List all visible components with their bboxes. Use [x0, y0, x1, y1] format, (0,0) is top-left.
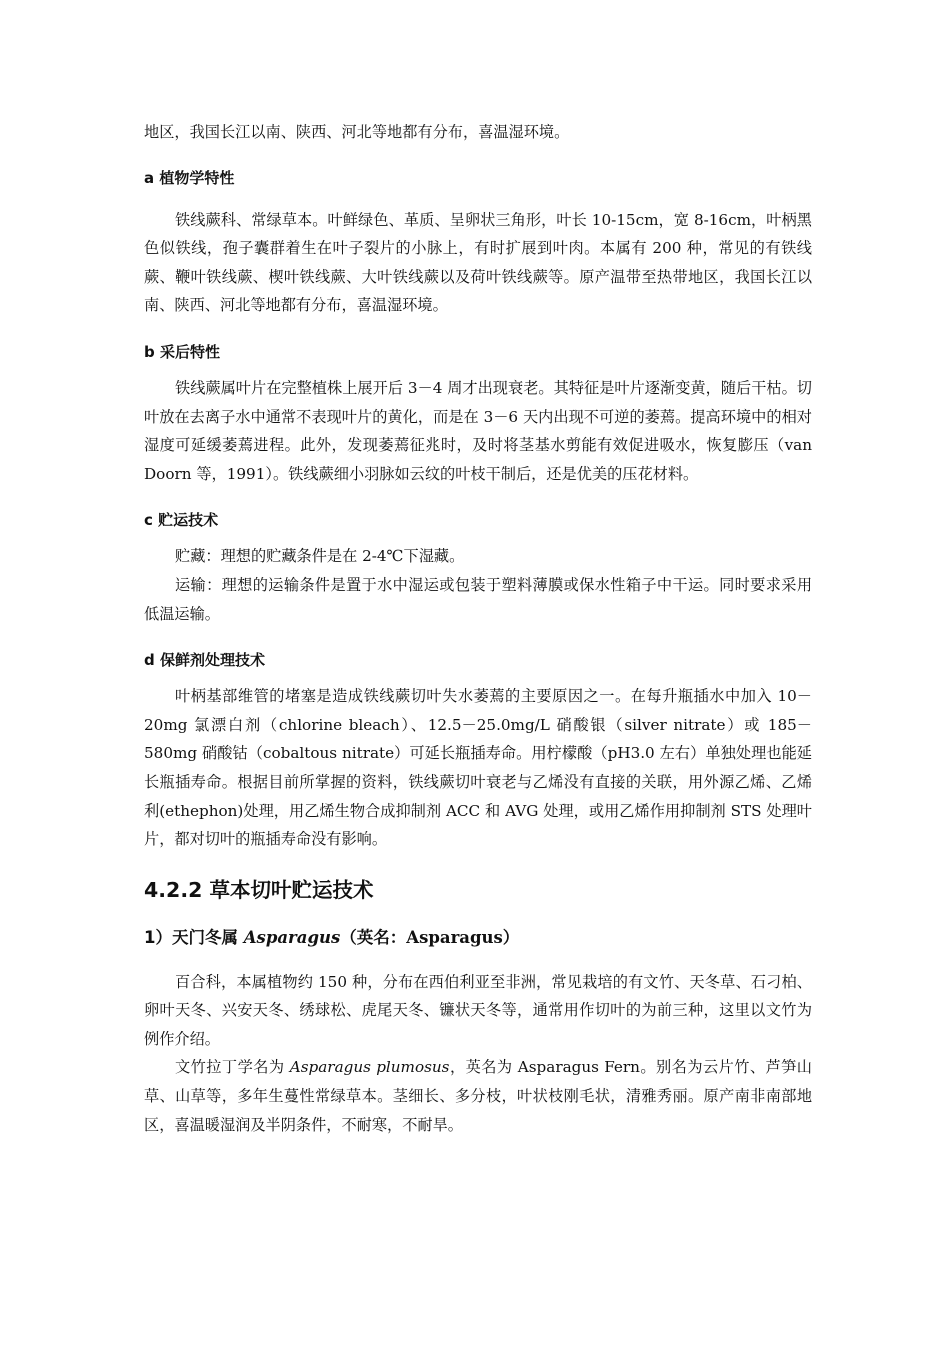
section-heading: 4.2.2 草本切叶贮运技术 [144, 877, 374, 902]
paragraph-botanical-traits: 铁线蕨科、常绿草本。叶鲜绿色、革质、呈卵状三角形，叶长 10-15cm，宽 8-16cm，叶柄黑色似铁线，孢子囊群着生在叶子裂片的小脉上，有时扩展到叶肉。本属有 200 种，常见的有铁线蕨、鞭叶铁线蕨、楔叶铁线蕨、大叶铁线蕨以及荷叶铁线蕨等。原产温带至热带地区，我国长江以南、陕西、河北等地都有分布，喜温湿环境。 [144, 210, 812, 315]
heading-postharvest-traits: b 采后特性 [144, 342, 220, 361]
genus-english-name: Asparagus [406, 927, 503, 947]
genus-latin-name: Asparagus [243, 927, 341, 947]
genus-heading-suffix-b: ） [502, 927, 520, 947]
paragraph-transport: 运输：理想的运输条件是置于水中湿运或包装于塑料薄膜或保水性箱子中干运。同时要求采用低温运输。 [144, 575, 812, 623]
paragraph-continuation: 地区，我国长江以南、陕西、河北等地都有分布，喜温湿环境。 [144, 123, 570, 141]
heading-botanical-traits: a 植物学特性 [144, 168, 235, 187]
heading-preservative-treatment: d 保鲜剂处理技术 [144, 651, 265, 670]
genus-heading-prefix: 1）天门冬属 [144, 927, 244, 947]
heading-storage-transport: c 贮运技术 [144, 511, 219, 530]
paragraph-postharvest-traits: 铁线蕨属叶片在完整植株上展开后 3－4 周才出现衰老。其特征是叶片逐渐变黄，随后干枯。切叶放在去离子水中通常不表现叶片的黄化，而是在 3－6 天内出现不可逆的萎蔫。提高环境中的相对湿度可延缓萎蔫进程。此外，发现萎蔫征兆时，及时将茎基水剪能有效促进吸水，恢复膨压（van Doorn 等，1991）。铁线蕨细小羽脉如云纹的叶枝干制后，还是优美的压花材料。 [144, 378, 812, 483]
genus-heading-suffix-a: （英名： [340, 927, 407, 947]
page-content [144, 118, 812, 1139]
paragraph-preservative-treatment: 叶柄基部维管的堵塞是造成铁线蕨切叶失水萎蔫的主要原因之一。在每升瓶插水中加入 10－20mg 氯漂白剂（chlorine bleach）、12.5－25.0mg/L 硝酸银（silver nitrate）或 185－580mg 硝酸钴（cobaltous nitrate）可延长瓶插寿命。用柠檬酸（pH3.0 左右）单独处理也能延长瓶插寿命。根据目前所掌握的资料，铁线蕨切叶衰老与乙烯没有直接的关联，用外源乙烯、乙烯利(ethephon)处理，用乙烯生物合成抑制剂 ACC 和 AVG 处理，或用乙烯作用抑制剂 STS 处理叶片，都对切叶的瓶插寿命没有影响。 [144, 687, 812, 849]
paragraph-genus-intro: 百合科，本属植物约 150 种，分布在西伯利亚至非洲，常见栽培的有文竹、天冬草、石刁柏、卵叶天冬、兴安天冬、绣球松、虎尾天冬、镰状天冬等，通常用作切叶的为前三种，这里以文竹为例作介绍。 [144, 972, 812, 1048]
genus-heading [144, 926, 812, 950]
asparagus-fern-text-b: ，英名为 Asparagus Fern。别名为云片竹、芦笋山草、山草等，多年生蔓性常绿草本。茎细长、多分枝，叶状枝刚毛状，清雅秀丽。原产南非南部地区，喜温暖湿润及半阴条件，不耐寒，不耐旱。 [144, 1058, 812, 1134]
paragraph-storage: 贮藏：理想的贮藏条件是在 2-4℃下湿藏。 [175, 547, 465, 566]
paragraph-asparagus-fern [144, 1053, 812, 1139]
asparagus-fern-text-a: 文竹拉丁学名为 [175, 1058, 290, 1077]
asparagus-fern-latin: Asparagus plumosus [289, 1058, 450, 1077]
